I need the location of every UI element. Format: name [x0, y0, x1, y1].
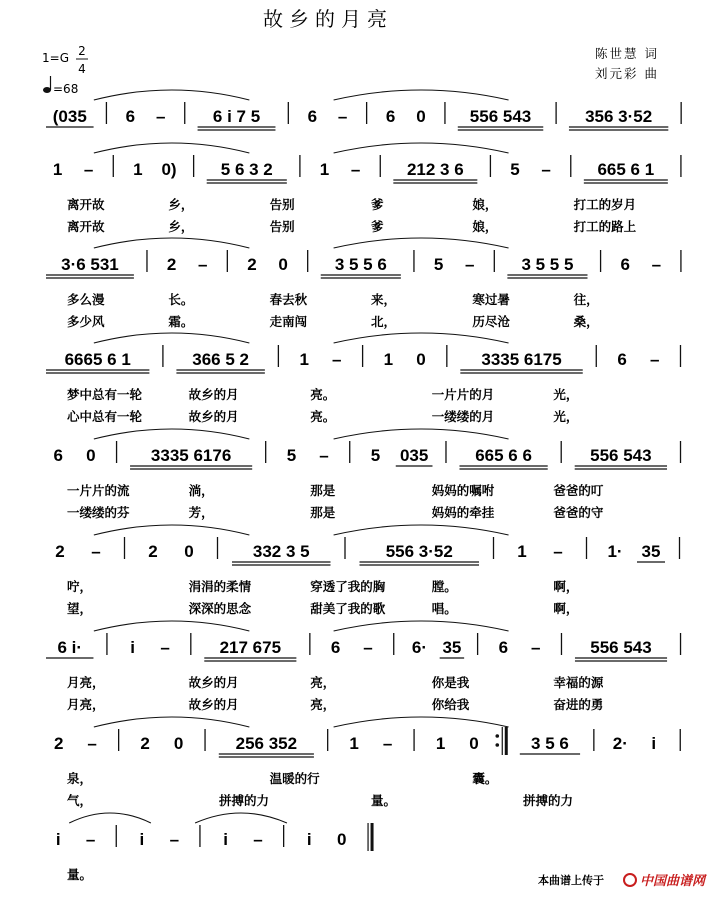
note-group: 5 6 3 2 — [220, 160, 273, 179]
note-group: 035 — [399, 446, 429, 465]
note-group: i — [139, 830, 145, 849]
note-group: 1 — [349, 734, 359, 753]
lyric-text: 妈妈的嘱咐 — [431, 483, 495, 498]
lyric-text: 量。 — [371, 793, 397, 808]
note-group: 0 — [416, 350, 426, 369]
lyric-text: 历尽沧 — [472, 314, 510, 329]
slur-arc — [94, 429, 250, 439]
lyric-text: 光， — [553, 409, 579, 424]
note-group: – — [85, 830, 96, 849]
note-group: 2· — [612, 734, 628, 753]
note-group: 3 5 6 — [531, 734, 569, 753]
note-group: 1 — [435, 734, 446, 753]
song-title: 故乡的月亮 — [263, 7, 393, 31]
note-group: – — [350, 160, 361, 179]
note-group: 3 5 5 6 — [334, 255, 387, 274]
note-group: 1 — [383, 350, 394, 369]
slur-arc — [334, 238, 509, 248]
repeat-dot — [495, 734, 499, 738]
lyric-text: 多少风 — [67, 314, 105, 329]
lyric-text: 咛， — [67, 579, 93, 594]
note-group: 0 — [469, 734, 479, 753]
slur-arc — [334, 429, 509, 439]
note-group: 556 543 — [590, 638, 652, 657]
note-group: 5 — [370, 446, 381, 465]
slur-arc — [195, 813, 287, 823]
slur-arc — [94, 238, 250, 248]
time-signature-top: 2 — [78, 44, 86, 58]
note-group: 6 — [125, 107, 136, 126]
time-signature-bottom: 4 — [78, 62, 86, 76]
lyric-text: 妈妈的牵挂 — [431, 505, 495, 520]
lyric-text: 啊， — [553, 601, 579, 616]
lyric-text: 春去秋 — [269, 292, 308, 307]
lyric-text: 拼搏的力 — [523, 793, 574, 808]
note-group: 3·6 531 — [61, 255, 119, 274]
note-group: – — [649, 350, 660, 369]
note-group: 3 5 5 5 — [521, 255, 574, 274]
note-group: 212 3 6 — [406, 160, 464, 179]
note-group: 0 — [86, 446, 96, 465]
lyric-text: 温暖的行 — [269, 771, 320, 786]
note-group: 6 — [498, 638, 509, 657]
lyric-text: 涓涓的柔情 — [188, 579, 252, 594]
note-group: 0 — [184, 542, 194, 561]
note-group: – — [87, 734, 97, 753]
lyric-text: 淌， — [188, 483, 214, 498]
lyric-text: 爸爸的叮 — [553, 483, 604, 498]
note-group: – — [363, 638, 373, 657]
lyric-text: 往， — [573, 292, 599, 307]
lyric-text: 你给我 — [431, 697, 470, 712]
lyric-text: 北， — [371, 314, 397, 329]
lyric-text: 告别 — [269, 197, 295, 212]
slur-arc — [69, 813, 151, 823]
note-group: – — [651, 255, 662, 274]
lyric-text: 一缕缕的月 — [431, 409, 495, 424]
lyric-text: 你是我 — [431, 675, 470, 690]
note-group: 556 543 — [469, 107, 532, 126]
note-group: 556 3·52 — [385, 542, 453, 561]
lyric-text: 娘， — [472, 197, 498, 212]
note-group: – — [337, 107, 348, 126]
lyric-text: 亮， — [310, 675, 336, 690]
site-logo[interactable]: 中国曲谱网 — [640, 874, 706, 889]
note-group: 217 675 — [219, 638, 282, 657]
lyric-text: 膛。 — [431, 579, 457, 594]
note-group: i — [130, 638, 136, 657]
lyric-text: 离开故 — [67, 219, 105, 234]
lyric-text: 那是 — [310, 505, 336, 520]
lyric-text: 心中总有一轮 — [67, 409, 143, 424]
note-group: 3335 6175 — [481, 350, 562, 369]
note-group: 256 352 — [235, 734, 298, 753]
note-group: 1· — [607, 542, 623, 561]
lyric-text: 离开故 — [67, 197, 105, 212]
lyric-text: 爸爸的守 — [553, 505, 604, 520]
slur-arc — [334, 525, 509, 535]
note-group: (035 — [52, 107, 87, 126]
note-group: 366 5 2 — [192, 350, 250, 369]
note-group: 665 6 6 — [475, 446, 532, 465]
lyric-text: 故乡的月 — [188, 409, 239, 424]
slur-arc — [94, 525, 250, 535]
score-system — [56, 813, 372, 882]
lyric-text: 走南闯 — [269, 314, 308, 329]
note-group: – — [553, 542, 563, 561]
slur-arc — [334, 717, 509, 727]
score-systems — [46, 90, 681, 882]
note-group: – — [464, 255, 475, 274]
note-group: – — [541, 160, 551, 179]
note-group: – — [319, 446, 329, 465]
note-group: – — [253, 830, 263, 849]
lyric-text: 打工的岁月 — [573, 197, 637, 212]
note-group: 0) — [161, 160, 177, 179]
lyric-text: 梦中总有一轮 — [67, 387, 143, 402]
note-group: 5 — [286, 446, 297, 465]
lyric-text: 一片片的流 — [67, 483, 130, 498]
note-group: 5 — [433, 255, 444, 274]
slur-arc — [334, 621, 509, 631]
lyric-text: 量。 — [67, 867, 93, 882]
note-group: 1 — [299, 350, 309, 369]
note-group: 6 — [307, 107, 318, 126]
lyric-text: 故乡的月 — [188, 697, 239, 712]
note-group: 6 — [617, 350, 627, 369]
lyric-text: 唱。 — [431, 601, 457, 616]
score-system — [55, 525, 679, 616]
note-group: i — [651, 734, 657, 753]
note-group: 6 — [620, 255, 630, 274]
lyric-text: 一片片的月 — [431, 387, 495, 402]
lyric-text: 乡， — [168, 219, 194, 234]
score-system — [46, 90, 681, 130]
note-group: – — [91, 542, 101, 561]
note-group: 1 — [52, 160, 63, 179]
slur-arc — [94, 717, 250, 727]
quarter-note-icon — [43, 76, 51, 93]
note-group: 2 — [55, 542, 65, 561]
note-group: 2 — [166, 255, 177, 274]
note-group: 1 — [319, 160, 330, 179]
slur-arc — [334, 333, 509, 343]
upload-notice: 本曲谱上传于 — [538, 874, 604, 887]
lyric-text: 深深的思念 — [188, 601, 252, 616]
note-group: 0 — [416, 107, 426, 126]
note-group: 6 — [53, 446, 64, 465]
lyric-text: 泉， — [67, 771, 93, 786]
note-group: 2 — [140, 734, 150, 753]
site-logo-icon — [624, 874, 636, 886]
note-group: – — [332, 350, 342, 369]
note-group: 0 — [173, 734, 184, 753]
lyric-text: 爹 — [371, 197, 384, 212]
note-group: 3335 6176 — [150, 446, 232, 465]
lyric-text: 霜。 — [168, 314, 194, 329]
lyric-text: 亮。 — [310, 387, 336, 402]
tempo-marking: =68 — [53, 82, 79, 96]
note-group: 6 — [385, 107, 396, 126]
lyric-text: 多么漫 — [67, 292, 105, 307]
key-signature: 1=G — [42, 51, 69, 65]
note-group: 35 — [641, 542, 661, 561]
slur-arc — [334, 143, 509, 153]
note-group: 6 i 7 5 — [212, 107, 261, 126]
lyric-text: 那是 — [310, 483, 336, 498]
lyric-text: 拼搏的力 — [219, 793, 270, 808]
slur-arc — [94, 90, 250, 100]
note-group: 6· — [411, 638, 427, 657]
note-group: 35 — [442, 638, 462, 657]
note-group: – — [197, 255, 208, 274]
note-group: i — [223, 830, 228, 849]
note-group: – — [83, 160, 94, 179]
note-group: 6665 6 1 — [64, 350, 131, 369]
score-system — [46, 621, 681, 712]
lyric-text: 娘， — [472, 219, 498, 234]
note-group: 332 3 5 — [252, 542, 310, 561]
lyric-text: 来， — [371, 292, 397, 307]
note-group: 0 — [336, 830, 347, 849]
note-group: – — [382, 734, 393, 753]
note-group: 556 543 — [590, 446, 652, 465]
note-group: i — [55, 830, 61, 849]
lyric-text: 爹 — [371, 219, 384, 234]
lyric-text: 打工的路上 — [573, 219, 637, 234]
lyric-text: 故乡的月 — [188, 675, 239, 690]
lyric-text: 望， — [67, 601, 93, 616]
lyric-text: 亮。 — [310, 409, 336, 424]
slur-arc — [94, 333, 250, 343]
lyric-text: 故乡的月 — [188, 387, 239, 402]
score-system — [54, 717, 680, 808]
score-system — [54, 429, 681, 520]
lyric-text: 囊。 — [472, 771, 498, 786]
lyric-text: 幸福的源 — [553, 675, 604, 690]
lyric-text: 穿透了我的胸 — [310, 579, 386, 594]
score-system — [46, 333, 680, 424]
note-group: 0 — [278, 255, 288, 274]
score-system — [53, 143, 681, 234]
note-group: 1 — [517, 542, 527, 561]
lyric-text: 一缕缕的芬 — [67, 505, 130, 520]
lyric-text: 告别 — [269, 219, 295, 234]
note-group: – — [531, 638, 541, 657]
note-group: 2 — [148, 542, 158, 561]
lyric-text: 寒过暑 — [472, 292, 510, 307]
lyric-text: 气， — [67, 793, 93, 808]
note-group: – — [160, 638, 170, 657]
lyric-text: 啊， — [553, 579, 579, 594]
lyric-text: 乡， — [168, 197, 194, 212]
note-group: 665 6 1 — [597, 160, 655, 179]
score-system — [46, 238, 681, 329]
note-group: 6 i· — [57, 638, 83, 657]
slur-arc — [94, 143, 250, 153]
note-group: 2 — [247, 255, 257, 274]
lyricist-credit: 陈世慧 词 — [595, 46, 659, 61]
note-group: 5 — [510, 160, 520, 179]
lyric-text: 长。 — [168, 292, 194, 307]
lyric-text: 桑， — [573, 314, 599, 329]
note-group: 1 — [133, 160, 143, 179]
lyric-text: 亮， — [310, 697, 336, 712]
note-group: 2 — [53, 734, 64, 753]
note-group: – — [156, 107, 166, 126]
lyric-text: 甜美了我的歌 — [310, 601, 386, 616]
lyric-text: 月亮， — [67, 697, 105, 712]
lyric-text: 奋进的勇 — [553, 697, 604, 712]
repeat-dot — [495, 743, 499, 747]
note-group: 356 3·52 — [585, 107, 653, 126]
lyric-text: 月亮， — [67, 675, 105, 690]
slur-arc — [94, 621, 250, 631]
lyric-text: 光， — [553, 387, 579, 402]
lyric-text: 芳， — [188, 505, 214, 520]
note-group: – — [169, 830, 180, 849]
composer-credit: 刘元彩 曲 — [595, 66, 659, 81]
note-group: 6 — [330, 638, 341, 657]
slur-arc — [334, 90, 509, 100]
note-group: i — [306, 830, 312, 849]
